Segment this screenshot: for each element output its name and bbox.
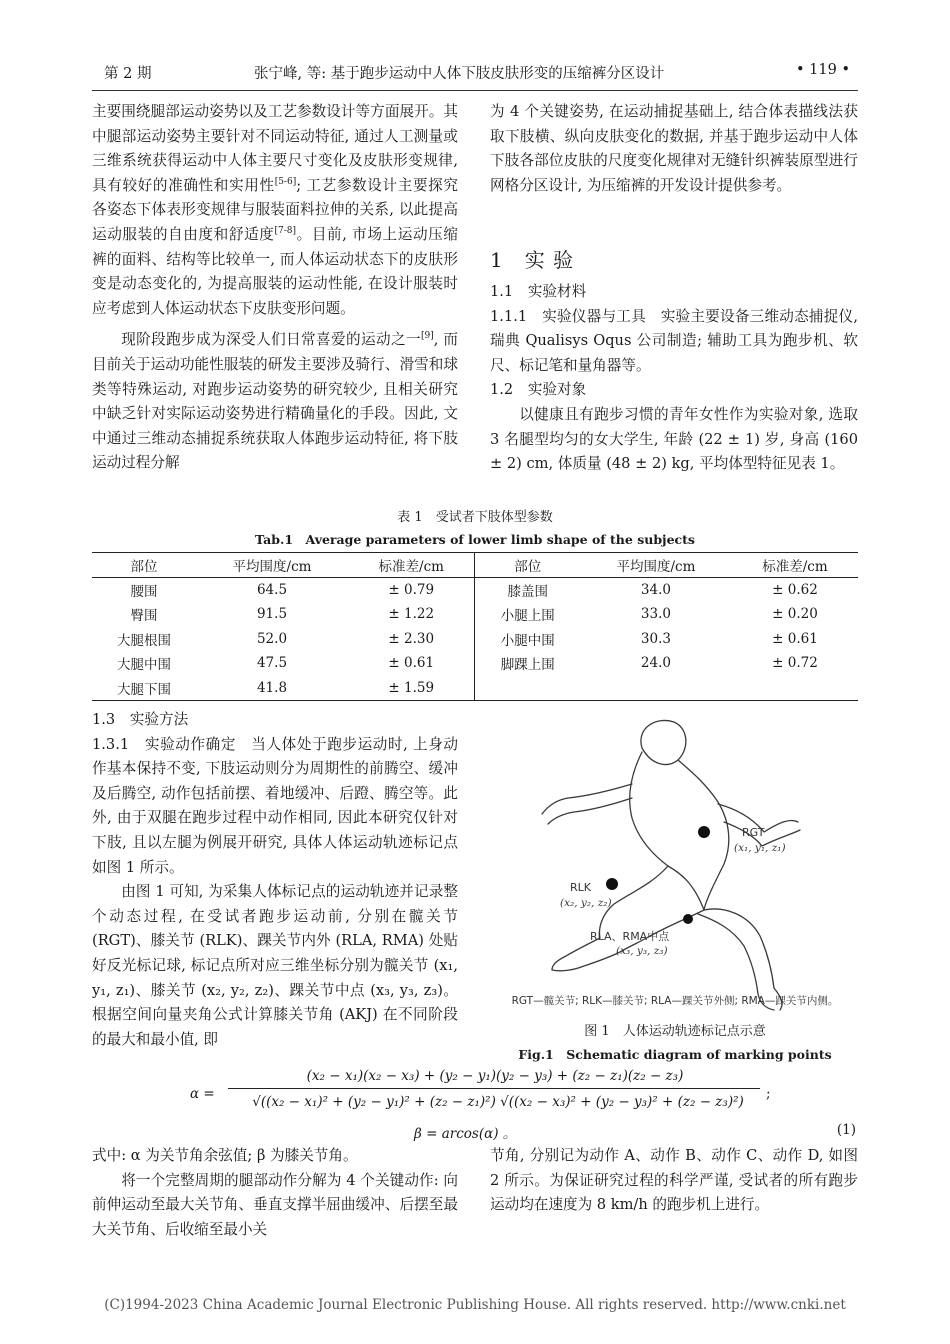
table-cell: 膝盖围 bbox=[507, 583, 548, 600]
paragraph-intro-1: 主要围绕腿部运动姿势以及工艺参数设计等方面展开。其中腿部运动姿势主要针对不同运动特征, 通过人工测量或三维系统获得运动中人体主要尺寸变化及皮肤形变规律, 具有较好的准确性和实用性[5-6]; 工艺参数设计主要探究各姿态下体表形变规律与服装面料拉伸的关系, 以此提高运动服装的自由度和舒适度[7-8]。目前, 市场上运动压缩裤的面料、结构等比较单一, 而人体运动状态下的皮肤形变是动态变化的, 为提高服装的运动性能, 在设计服装时应考虑到人体运动状态下皮肤变形问题。 bbox=[92, 103, 458, 317]
formula-numerator: (x₂ − x₁)(x₂ − x₃) + (y₂ − y₁)(y₂ − y₃) + (z₂ − z₁)(z₂ − z₃) bbox=[306, 1068, 684, 1084]
table-cell: 47.5 bbox=[256, 655, 288, 672]
section-heading-1: 1 实 验 bbox=[490, 248, 575, 272]
table-cell: 臀围 bbox=[130, 607, 158, 624]
table-row bbox=[92, 602, 858, 627]
paragraph-subjects: 以健康且有跑步习惯的青年女性作为实验对象, 选取 3 名腿型均匀的女大学生, 年龄 (22 ± 1) 岁, 身高 (160 ± 2) cm, 体质量 (48 ± 2) kg, 平均体型特征见表 1。 bbox=[490, 405, 858, 473]
table-cell: 64.5 bbox=[256, 581, 288, 598]
marker-rla bbox=[683, 914, 693, 924]
formula-beta: β = arcos(α) 。 bbox=[414, 1126, 517, 1142]
table-cell: 脚踝上围 bbox=[500, 657, 555, 674]
table-cell: ± 2.30 bbox=[348, 626, 475, 651]
table-header-row bbox=[92, 553, 858, 578]
paragraph-actions-cont: 节角, 分别记为动作 A、动作 B、动作 C、动作 D, 如图 2 所示。为保证研究过程的科学严谨, 受试者的所有跑步运动均在速度为 8 km/h 的跑步机上进行。 bbox=[490, 1147, 858, 1214]
table-header-cell: 部位 bbox=[92, 553, 196, 578]
paragraph-intro-2: 现阶段跑步成为深受人们日常喜爱的运动之一[9], 而目前关于运动功能性服装的研发主要涉及骑行、滑雪和球类等特殊运动, 对跑步运动姿势的研究较少, 且相关研究中缺乏针对实际运动姿势进行精确量化的手段。因此, 文中通过三维动态捕捉系统获取人体跑步运动特征, 将下肢运动过程分解 bbox=[92, 331, 458, 472]
table-cell: ± 1.22 bbox=[348, 602, 475, 627]
table-cell: 34.0 bbox=[640, 581, 671, 598]
table-cell: 大腿下围 bbox=[92, 675, 196, 700]
subject-parameters-table bbox=[92, 552, 858, 701]
formula-alpha: α = bbox=[190, 1086, 215, 1102]
arm-front-outline bbox=[718, 804, 800, 846]
citation: [9] bbox=[420, 331, 434, 342]
paragraph-markers: 由图 1 可知, 为采集人体标记点的运动轨迹并记录整个动态过程, 在受试者跑步运动前, 分别在髋关节 (RGT)、膝关节 (RLK)、踝关节内外 (RLA, RMA) 处贴好反光标记球, 标记点所对应三维坐标分别为髋关节 (x₁, y₁, z₁)、膝关节 (x₂, y₂, z₂)、踝关节中点 (x₃, y₃, z₃)。根据空间向量夹角公式计算膝关节角 (AKJ) 在不同阶段的最大和最小值, 即 bbox=[92, 883, 458, 1048]
table-caption-cn: 表 1 受试者下肢体型参数 bbox=[397, 510, 553, 525]
table-cell: 30.3 bbox=[640, 630, 671, 647]
table-cell: ± 0.20 bbox=[772, 605, 818, 622]
subsection-1-3: 1.3 实验方法 bbox=[92, 711, 189, 728]
copyright-footer: (C)1994-2023 China Academic Journal Electronic Publishing House. All rights reserved. http://www.cnki.net bbox=[104, 1297, 846, 1313]
table-cell: 91.5 bbox=[256, 605, 288, 622]
table-cell: ± 0.62 bbox=[772, 581, 818, 598]
figure-caption-en: Fig.1 Schematic diagram of marking points bbox=[518, 1047, 832, 1062]
table-cell: 大腿中围 bbox=[117, 657, 171, 674]
marker-rgt bbox=[698, 826, 710, 838]
table-caption-en: Tab.1 Average parameters of lower limb shape of the subjects bbox=[255, 532, 695, 547]
figure-1 bbox=[492, 714, 852, 1014]
table-cell bbox=[475, 675, 580, 700]
right-column-top bbox=[490, 100, 858, 198]
label-rgt: RGT bbox=[742, 826, 765, 839]
table-row bbox=[92, 651, 858, 676]
table-row bbox=[92, 577, 858, 602]
table-header-cell: 部位 bbox=[475, 553, 580, 578]
table-cell: 腰围 bbox=[130, 583, 158, 600]
left-column-end bbox=[92, 1144, 458, 1242]
formula-semicolon: ; bbox=[766, 1086, 771, 1102]
head-outline bbox=[641, 720, 686, 764]
table-row bbox=[92, 675, 858, 700]
table-cell: 41.8 bbox=[196, 675, 348, 700]
paragraph-symbols: 式中: α 为关节角余弦值; β 为膝关节角。 bbox=[92, 1147, 358, 1164]
arm-back-outline bbox=[542, 784, 632, 824]
citation: [5-6] bbox=[274, 176, 297, 187]
paragraph-key-actions: 将一个完整周期的腿部动作分解为 4 个关键动作: 向前伸运动至最大关节角、垂直支撑半屈曲缓冲、后摆至最大关节角、后收缩至最小关 bbox=[92, 1171, 458, 1238]
table-cell: 小腿上围 bbox=[500, 607, 555, 624]
formula-number: (1) bbox=[836, 1122, 856, 1138]
torso-outline bbox=[630, 752, 729, 910]
figure-note: RGT—髋关节; RLK—膝关节; RLA—踝关节外侧; RMA—踝关节内侧。 bbox=[511, 995, 839, 1007]
right-column-end bbox=[490, 1144, 858, 1218]
table-header-cell: 标准差/cm bbox=[348, 553, 475, 578]
table-cell: 24.0 bbox=[640, 655, 671, 672]
subsection-1-3-1: 1.3.1 实验动作确定 当人体处于跑步运动时, 上身动作基本保持不变, 下肢运动则分为周期性的前腾空、缓冲及后腾空, 动作包括前摆、着地缓冲、后蹬、腾空等。此外, 由于双腿在跑步过程中动作相同, 因此本研究仅针对下肢, 且以左腿为例展开研究, 具体人体运动轨迹标记点如图 1 所示。 bbox=[92, 735, 459, 876]
table-row bbox=[92, 626, 858, 651]
running-figure-illustration bbox=[492, 714, 852, 1014]
table-cell bbox=[580, 675, 732, 700]
table-cell: 小腿中围 bbox=[500, 632, 555, 649]
coord-rlk: (x₂, y₂, z₂) bbox=[560, 897, 612, 909]
table-header-cell: 平均围度/cm bbox=[196, 553, 348, 578]
formula-denominator: √((x₂ − x₁)² + (y₂ − y₁)² + (z₂ − z₁)²) √((x₂ − x₃)² + (y₂ − y₃)² + (z₂ − z₃)²) bbox=[252, 1094, 744, 1110]
running-header bbox=[92, 62, 858, 86]
coord-rgt: (x₁, y₁, z₁) bbox=[734, 842, 786, 854]
table-cell: 大腿根围 bbox=[117, 632, 171, 649]
formula-fraction-bar bbox=[228, 1088, 760, 1089]
citation: [7-8] bbox=[274, 226, 297, 237]
label-rlk: RLK bbox=[570, 881, 591, 894]
subsection-1-2: 1.2 实验对象 bbox=[490, 381, 587, 399]
subsection-1-1-1: 1.1.1 实验仪器与工具 实验主要设备三维动态捕捉仪, 瑞典 Qualisys Oqus 公司制造; 辅助工具为跑步机、软尺、标记笔和量角器等。 bbox=[490, 307, 858, 374]
table-cell: ± 0.72 bbox=[772, 655, 818, 672]
table-cell: 33.0 bbox=[640, 605, 671, 622]
left-column-bottom bbox=[92, 708, 458, 1052]
table-header-cell: 标准差/cm bbox=[732, 553, 858, 578]
left-column-top bbox=[92, 100, 458, 476]
subsection-1-1: 1.1 实验材料 bbox=[490, 283, 587, 300]
table-header-cell: 平均围度/cm bbox=[580, 553, 732, 578]
issue-number: 第 2 期 bbox=[104, 66, 152, 82]
figure-caption-cn: 图 1 人体运动轨迹标记点示意 bbox=[584, 1024, 766, 1039]
paragraph-intro-3: 为 4 个关键姿势, 在运动捕捉基础上, 结合体表描线法获取下肢横、纵向皮肤变化的数据, 并基于跑步运动中人体下肢各部位皮肤的尺度变化规律对无缝针织裤装原型进行网格分区设计, 为压缩裤的开发设计提供参考。 bbox=[490, 103, 858, 194]
coord-rla: (x₃, y₃, z₃) bbox=[616, 945, 668, 957]
header-rule bbox=[92, 90, 858, 91]
table-cell: ± 1.59 bbox=[348, 675, 475, 700]
running-title: 张宁峰, 等: 基于跑步运动中人体下肢皮肤形变的压缩裤分区设计 bbox=[254, 66, 665, 82]
label-rla: RLA、RMA中点 bbox=[590, 930, 670, 943]
marker-rlk bbox=[606, 878, 618, 890]
table-cell bbox=[732, 675, 858, 700]
table-cell: ± 0.79 bbox=[348, 577, 475, 602]
table-cell: ± 0.61 bbox=[348, 651, 475, 676]
right-column-methods bbox=[490, 280, 858, 477]
table-cell: ± 0.61 bbox=[772, 630, 818, 647]
table-cell: 52.0 bbox=[256, 630, 288, 647]
page-number: • 119 • bbox=[796, 62, 850, 78]
